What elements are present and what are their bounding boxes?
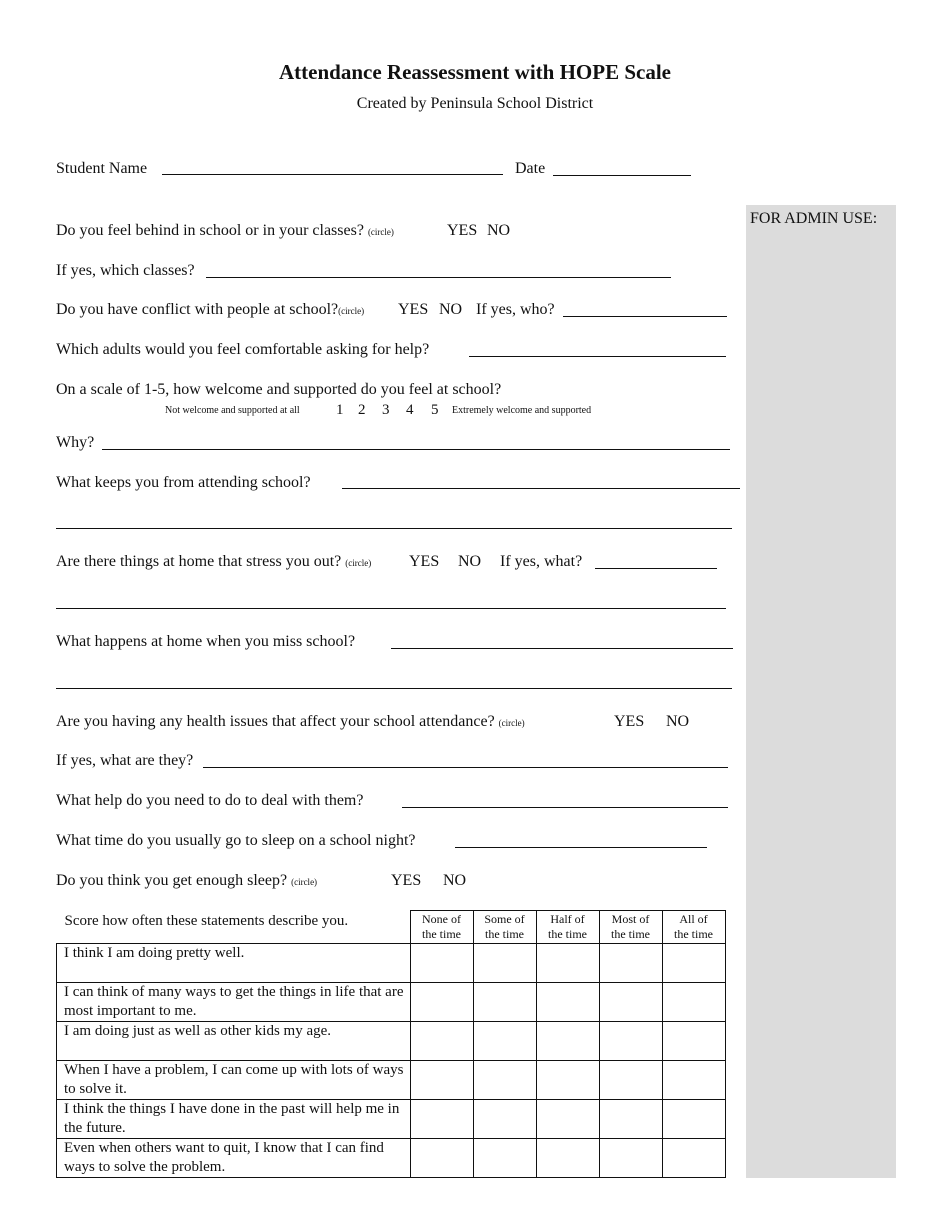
hope-scale-table: [56, 910, 726, 1178]
admin-use-label: FOR ADMIN USE:: [750, 210, 878, 227]
statement-text: I think I am doing pretty well.: [57, 944, 411, 983]
conflict-yes-option[interactable]: YES: [398, 301, 429, 318]
score-cell[interactable]: [662, 944, 725, 983]
score-cell[interactable]: [473, 1022, 536, 1061]
col-header-none: None of the time: [410, 911, 473, 944]
score-cell[interactable]: [410, 1139, 473, 1178]
sleep-yes-option[interactable]: YES: [391, 872, 422, 889]
why-field[interactable]: [102, 449, 730, 450]
question-keeps: What keeps you from attending school?: [56, 474, 311, 491]
keeps-field-line2[interactable]: [56, 528, 732, 529]
question-enough-sleep-text: Do you think you get enough sleep?: [56, 872, 288, 889]
behind-yes-option[interactable]: YES: [447, 222, 478, 239]
score-cell[interactable]: [536, 1100, 599, 1139]
why-label: Why?: [56, 434, 95, 451]
keeps-field[interactable]: [342, 488, 740, 489]
score-cell[interactable]: [536, 1022, 599, 1061]
question-health: [56, 712, 525, 733]
question-help: What help do you need to do to deal with them?: [56, 792, 364, 809]
table-row: [57, 1139, 726, 1178]
score-cell[interactable]: [662, 1061, 725, 1100]
score-cell[interactable]: [410, 1100, 473, 1139]
sleep-time-field[interactable]: [455, 847, 707, 848]
table-row: [57, 1061, 726, 1100]
table-row: [57, 944, 726, 983]
statement-text: I think the things I have done in the past will help me in the future.: [57, 1100, 411, 1139]
health-what-field[interactable]: [203, 767, 728, 768]
score-cell[interactable]: [410, 1061, 473, 1100]
adults-field[interactable]: [469, 356, 726, 357]
question-home-miss: What happens at home when you miss school?: [56, 633, 356, 650]
scale-option-3[interactable]: 3: [382, 402, 390, 418]
health-what-label: If yes, what are they?: [56, 752, 194, 769]
hope-header-row: [57, 911, 726, 944]
scale-low-label: Not welcome and supported at all: [165, 405, 300, 416]
score-cell[interactable]: [473, 1061, 536, 1100]
student-name-field[interactable]: [162, 174, 503, 175]
health-yes-option[interactable]: YES: [614, 713, 645, 730]
score-cell[interactable]: [662, 1139, 725, 1178]
health-no-option[interactable]: NO: [666, 713, 690, 730]
score-cell[interactable]: [599, 1100, 662, 1139]
scale-option-2[interactable]: 2: [358, 402, 366, 418]
score-cell[interactable]: [662, 1100, 725, 1139]
score-cell[interactable]: [536, 944, 599, 983]
page-title: Attendance Reassessment with HOPE Scale: [279, 60, 671, 84]
col-header-some: Some of the time: [473, 911, 536, 944]
question-conflict: [56, 300, 364, 321]
circle-note: (circle): [338, 306, 365, 316]
question-home-stress: [56, 552, 371, 573]
student-name-label: Student Name: [56, 160, 148, 177]
score-cell[interactable]: [599, 1022, 662, 1061]
statement-text: I am doing just as well as other kids my age.: [57, 1022, 411, 1061]
conflict-no-option[interactable]: NO: [439, 301, 463, 318]
circle-note: (circle): [498, 718, 525, 728]
table-row: [57, 1022, 726, 1061]
statement-text: I can think of many ways to get the things in life that are most important to me.: [57, 983, 411, 1022]
statement-text: When I have a problem, I can come up with lots of ways to solve it.: [57, 1061, 411, 1100]
score-cell[interactable]: [662, 1022, 725, 1061]
conflict-who-field[interactable]: [563, 316, 727, 317]
which-classes-label: If yes, which classes?: [56, 262, 195, 279]
score-cell[interactable]: [473, 944, 536, 983]
help-field[interactable]: [402, 807, 728, 808]
question-enough-sleep: [56, 871, 317, 892]
col-header-most: Most of the time: [599, 911, 662, 944]
scale-option-5[interactable]: 5: [431, 402, 439, 418]
score-cell[interactable]: [536, 983, 599, 1022]
date-field[interactable]: [553, 175, 691, 176]
question-conflict-text: Do you have conflict with people at school?: [56, 301, 339, 318]
admin-use-panel: [746, 205, 896, 1178]
question-scale: On a scale of 1-5, how welcome and supported do you feel at school?: [56, 381, 502, 398]
score-cell[interactable]: [599, 1139, 662, 1178]
score-cell[interactable]: [536, 1061, 599, 1100]
scale-option-4[interactable]: 4: [406, 402, 414, 418]
sleep-no-option[interactable]: NO: [443, 872, 467, 889]
col-header-all: All of the time: [662, 911, 725, 944]
circle-note: (circle): [291, 877, 318, 887]
col-header-half: Half of the time: [536, 911, 599, 944]
score-cell[interactable]: [662, 983, 725, 1022]
score-cell[interactable]: [599, 983, 662, 1022]
page-subtitle: Created by Peninsula School District: [356, 95, 594, 112]
score-cell[interactable]: [410, 1022, 473, 1061]
scale-option-1[interactable]: 1: [336, 402, 344, 418]
conflict-who-label: If yes, who?: [476, 301, 555, 318]
score-cell[interactable]: [410, 944, 473, 983]
date-label: Date: [515, 160, 546, 177]
question-home-stress-text: Are there things at home that stress you out?: [56, 553, 342, 570]
home-stress-what-field[interactable]: [595, 568, 717, 569]
question-sleep-time: What time do you usually go to sleep on a school night?: [56, 832, 416, 849]
home-stress-what-line2[interactable]: [56, 608, 726, 609]
statement-text: Even when others want to quit, I know that I can find ways to solve the problem.: [57, 1139, 411, 1178]
table-row: [57, 1100, 726, 1139]
question-behind-text: Do you feel behind in school or in your classes?: [56, 222, 364, 239]
home-miss-field-line2[interactable]: [56, 688, 732, 689]
home-stress-what-label: If yes, what?: [500, 553, 583, 570]
score-cell[interactable]: [599, 1061, 662, 1100]
circle-note: (circle): [367, 227, 394, 237]
score-cell[interactable]: [599, 944, 662, 983]
score-cell[interactable]: [473, 983, 536, 1022]
circle-note: (circle): [345, 558, 372, 568]
score-cell[interactable]: [473, 1139, 536, 1178]
home-stress-no-option[interactable]: NO: [458, 553, 482, 570]
behind-no-option[interactable]: NO: [487, 222, 511, 239]
home-stress-yes-option[interactable]: YES: [409, 553, 440, 570]
score-cell[interactable]: [473, 1100, 536, 1139]
hope-instruction: Score how often these statements describe you.: [64, 912, 349, 929]
score-cell[interactable]: [410, 983, 473, 1022]
table-row: [57, 983, 726, 1022]
question-adults: Which adults would you feel comfortable asking for help?: [56, 341, 430, 358]
scale-high-label: Extremely welcome and supported: [452, 405, 592, 416]
question-behind: [56, 221, 394, 242]
home-miss-field[interactable]: [391, 648, 733, 649]
which-classes-field[interactable]: [206, 277, 671, 278]
score-cell[interactable]: [536, 1139, 599, 1178]
question-health-text: Are you having any health issues that affect your school attendance?: [56, 713, 495, 730]
